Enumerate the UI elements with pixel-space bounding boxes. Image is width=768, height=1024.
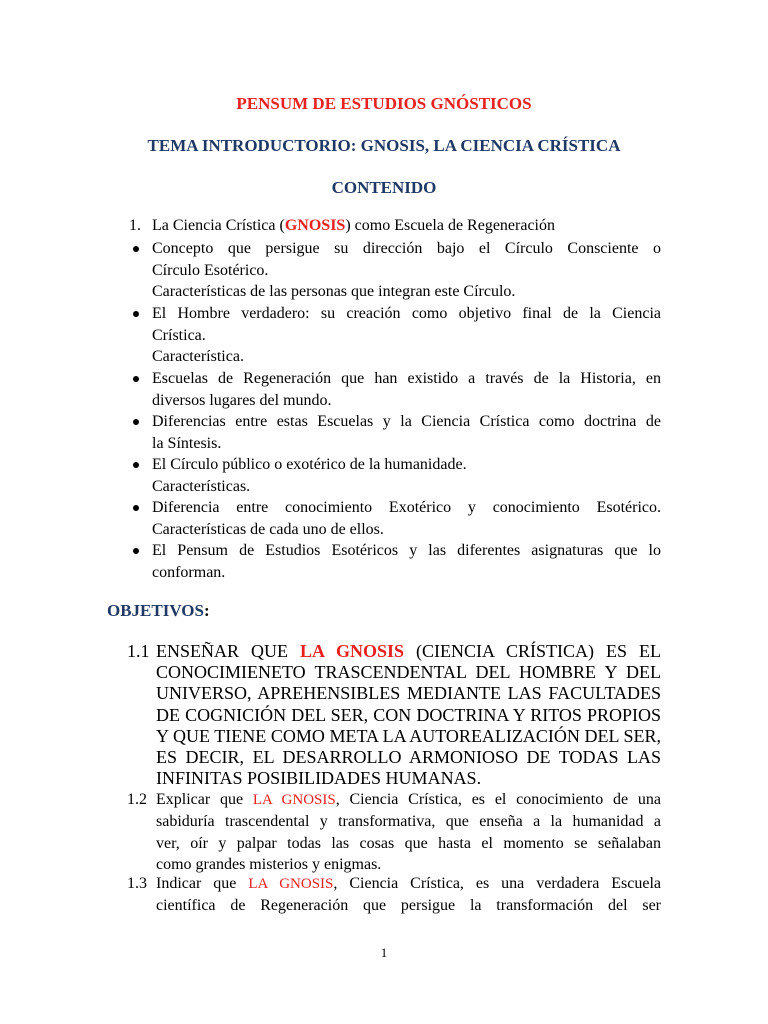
- list-number: 1.: [129, 217, 141, 234]
- gnosis-highlight: GNOSIS: [284, 217, 346, 234]
- list-item: Concepto que persigue su dirección bajo el Círculo Consciente o Círculo Esotérico. Características de las personas que integran este Círculo.: [152, 238, 661, 303]
- objective-item: Indicar que LA GNOSIS, Ciencia Crística, es una verdadera Escuela científica de Regeneración que persigue la transformación del ser: [156, 875, 662, 915]
- list-item: 1. La Ciencia Crística (GNOSIS) como Escuela de Regeneración: [152, 215, 661, 237]
- contents-heading: CONTENIDO: [331, 178, 437, 197]
- bullet-icon: [133, 548, 139, 554]
- document-title: PENSUM DE ESTUDIOS GNÓSTICOS: [236, 94, 532, 113]
- gnosis-highlight: LA GNOSIS: [299, 641, 405, 661]
- bullet-icon: [133, 246, 139, 252]
- list-item: El Pensum de Estudios Esotéricos y las diferentes asignaturas que lo conforman.: [152, 540, 661, 583]
- objective-number: 1.2: [127, 791, 147, 808]
- objective-item: Explicar que LA GNOSIS, Ciencia Crística, es el conocimiento de una sabiduría trascendental y transformativa, que enseña a la humanidad a ver, oír y palpar todas las cosas que hasta el momento se señalaban como grandes misterios y enigmas.: [156, 791, 661, 873]
- list-item: Diferencia entre conocimiento Exotérico y conocimiento Esotérico. Características de cada uno de ellos.: [152, 497, 661, 540]
- bullet-icon: [133, 311, 139, 317]
- objective-number: 1.1: [127, 641, 150, 661]
- bullet-icon: [133, 505, 139, 511]
- bullet-icon: [133, 376, 139, 382]
- document-subtitle: TEMA INTRODUCTORIO: GNOSIS, LA CIENCIA CRÍSTICA: [147, 136, 621, 155]
- bullet-icon: [133, 419, 139, 425]
- gnosis-highlight: LA GNOSIS: [252, 792, 336, 808]
- list-item: Diferencias entre estas Escuelas y la Ciencia Crística como doctrina de la Síntesis.: [152, 411, 661, 454]
- gnosis-highlight: LA GNOSIS: [248, 876, 334, 892]
- list-item: El Círculo público o exotérico de la humanidade. Características.: [152, 454, 661, 497]
- objective-number: 1.3: [127, 875, 147, 892]
- list-item: Escuelas de Regeneración que han existido a través de la Historia, en diversos lugares del mundo.: [152, 368, 661, 411]
- objectives-heading: OBJETIVOS:: [107, 601, 210, 620]
- bullet-icon: [133, 462, 139, 468]
- page-number: 1: [380, 945, 388, 960]
- objective-item: ENSEÑAR QUE LA GNOSIS (CIENCIA CRÍSTICA) ES EL CONOCIMIENETO TRASCENDENTAL DEL HOMBRE Y DEL UNIVERSO, APREHENSIBLES MEDIANTE LAS FACULTADES DE COGNICIÓN DEL SER, CON DOCTRINA Y RITOS PROPIOS Y QUE TIENE COMO META LA AUTOREALIZACIÓN DEL SER, ES DECIR, EL DESARROLLO ARMONIOSO DE TODAS LAS INFINITAS POSIBILIDADES HUMANAS.: [156, 641, 661, 789]
- list-item: El Hombre verdadero: su creación como objetivo final de la Ciencia Crística. Característica.: [152, 303, 661, 368]
